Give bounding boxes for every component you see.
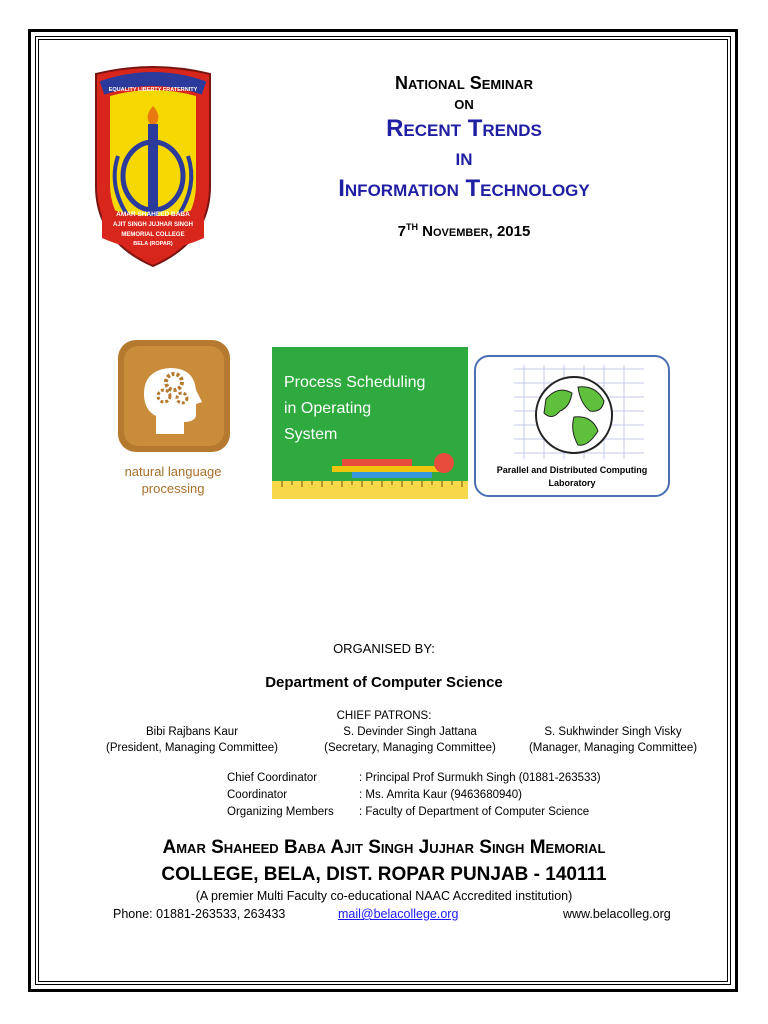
title-information-technology: Information Technology (338, 175, 590, 202)
coordinator-value: : Faculty of Department of Computer Science (359, 806, 590, 818)
coordinator-value: : Principal Prof Surmukh Singh (01881-263533) (359, 772, 601, 784)
date-day: 7 (397, 223, 406, 240)
parallel-computing-image (474, 355, 670, 497)
logo-name-4: BELA (ROPAR) (133, 241, 173, 247)
patron-2 (312, 724, 508, 756)
date-month-year: November, 2015 (422, 223, 531, 240)
college-name-line-1: Amar Shaheed Baba Ajit Singh Jujhar Singh Memorial (162, 837, 606, 858)
title-on: ON (454, 97, 474, 112)
logo-name-3: MEMORIAL COLLEGE (121, 232, 185, 238)
college-logo (88, 66, 218, 272)
patron-name: S. Sukhwinder Singh Visky (544, 726, 682, 738)
contact-email-link[interactable]: mail@belacollege.org (338, 907, 459, 921)
ps-caption-3: System (284, 426, 338, 443)
patron-1 (94, 724, 290, 756)
globe-icon (536, 377, 612, 453)
nlp-caption-2: processing (141, 481, 205, 496)
coordinator-row (227, 787, 601, 804)
logo-name-1: AMAR SHAHEED BABA (116, 211, 190, 218)
ruler-icon (272, 481, 468, 499)
patron-role: (Manager, Managing Committee) (528, 742, 698, 754)
nlp-caption-1: natural language (124, 464, 222, 479)
title-national-seminar: National Seminar (394, 73, 534, 93)
title-recent-trends: Recent Trends (386, 115, 542, 142)
pd-caption-2: Laboratory (548, 478, 596, 488)
contact-website: www.belacolleg.org (563, 907, 671, 921)
process-scheduling-image (272, 347, 468, 499)
coordinators-list (227, 770, 601, 821)
coordinator-label: Organizing Members (227, 806, 334, 818)
coordinator-value: : Ms. Amrita Kaur (9463680940) (359, 789, 522, 801)
nlp-image (98, 330, 248, 502)
logo-motto: EQUALITY LIBERTY FRATERNITY (108, 87, 198, 93)
ps-caption-1: Process Scheduling (284, 374, 426, 391)
department-name: Department of Computer Science (265, 674, 503, 691)
seminar-title-block (270, 72, 658, 240)
logo-name-2: AJIT SINGH JUJHAR SINGH (112, 222, 194, 228)
patron-name: Bibi Rajbans Kaur (145, 726, 239, 738)
ps-caption-2: in Operating (284, 400, 372, 417)
college-name-line-2: COLLEGE, BELA, DIST. ROPAR PUNJAB - 140111 (161, 864, 607, 885)
coordinator-row (227, 770, 601, 787)
seminar-date (270, 222, 658, 240)
contact-phone: Phone: 01881-263533, 263433 (113, 907, 286, 921)
patron-role: (Secretary, Managing Committee) (324, 742, 496, 754)
patron-role: (President, Managing Committee) (106, 742, 278, 754)
date-suffix: TH (406, 222, 418, 232)
college-tagline: (A premier Multi Faculty co-educational NAAC Accredited institution) (195, 889, 573, 903)
title-in: IN (455, 150, 473, 169)
coordinator-row (227, 804, 601, 821)
pd-caption-1: Parallel and Distributed Computing (496, 465, 648, 475)
coordinator-label: Chief Coordinator (227, 772, 318, 784)
coordinator-label: Coordinator (227, 789, 288, 801)
patron-name: S. Devinder Singh Jattana (343, 726, 477, 738)
chief-patrons-label: CHIEF PATRONS: (336, 710, 432, 722)
patron-3 (515, 724, 711, 756)
organised-by-label: ORGANISED BY: (333, 641, 435, 656)
